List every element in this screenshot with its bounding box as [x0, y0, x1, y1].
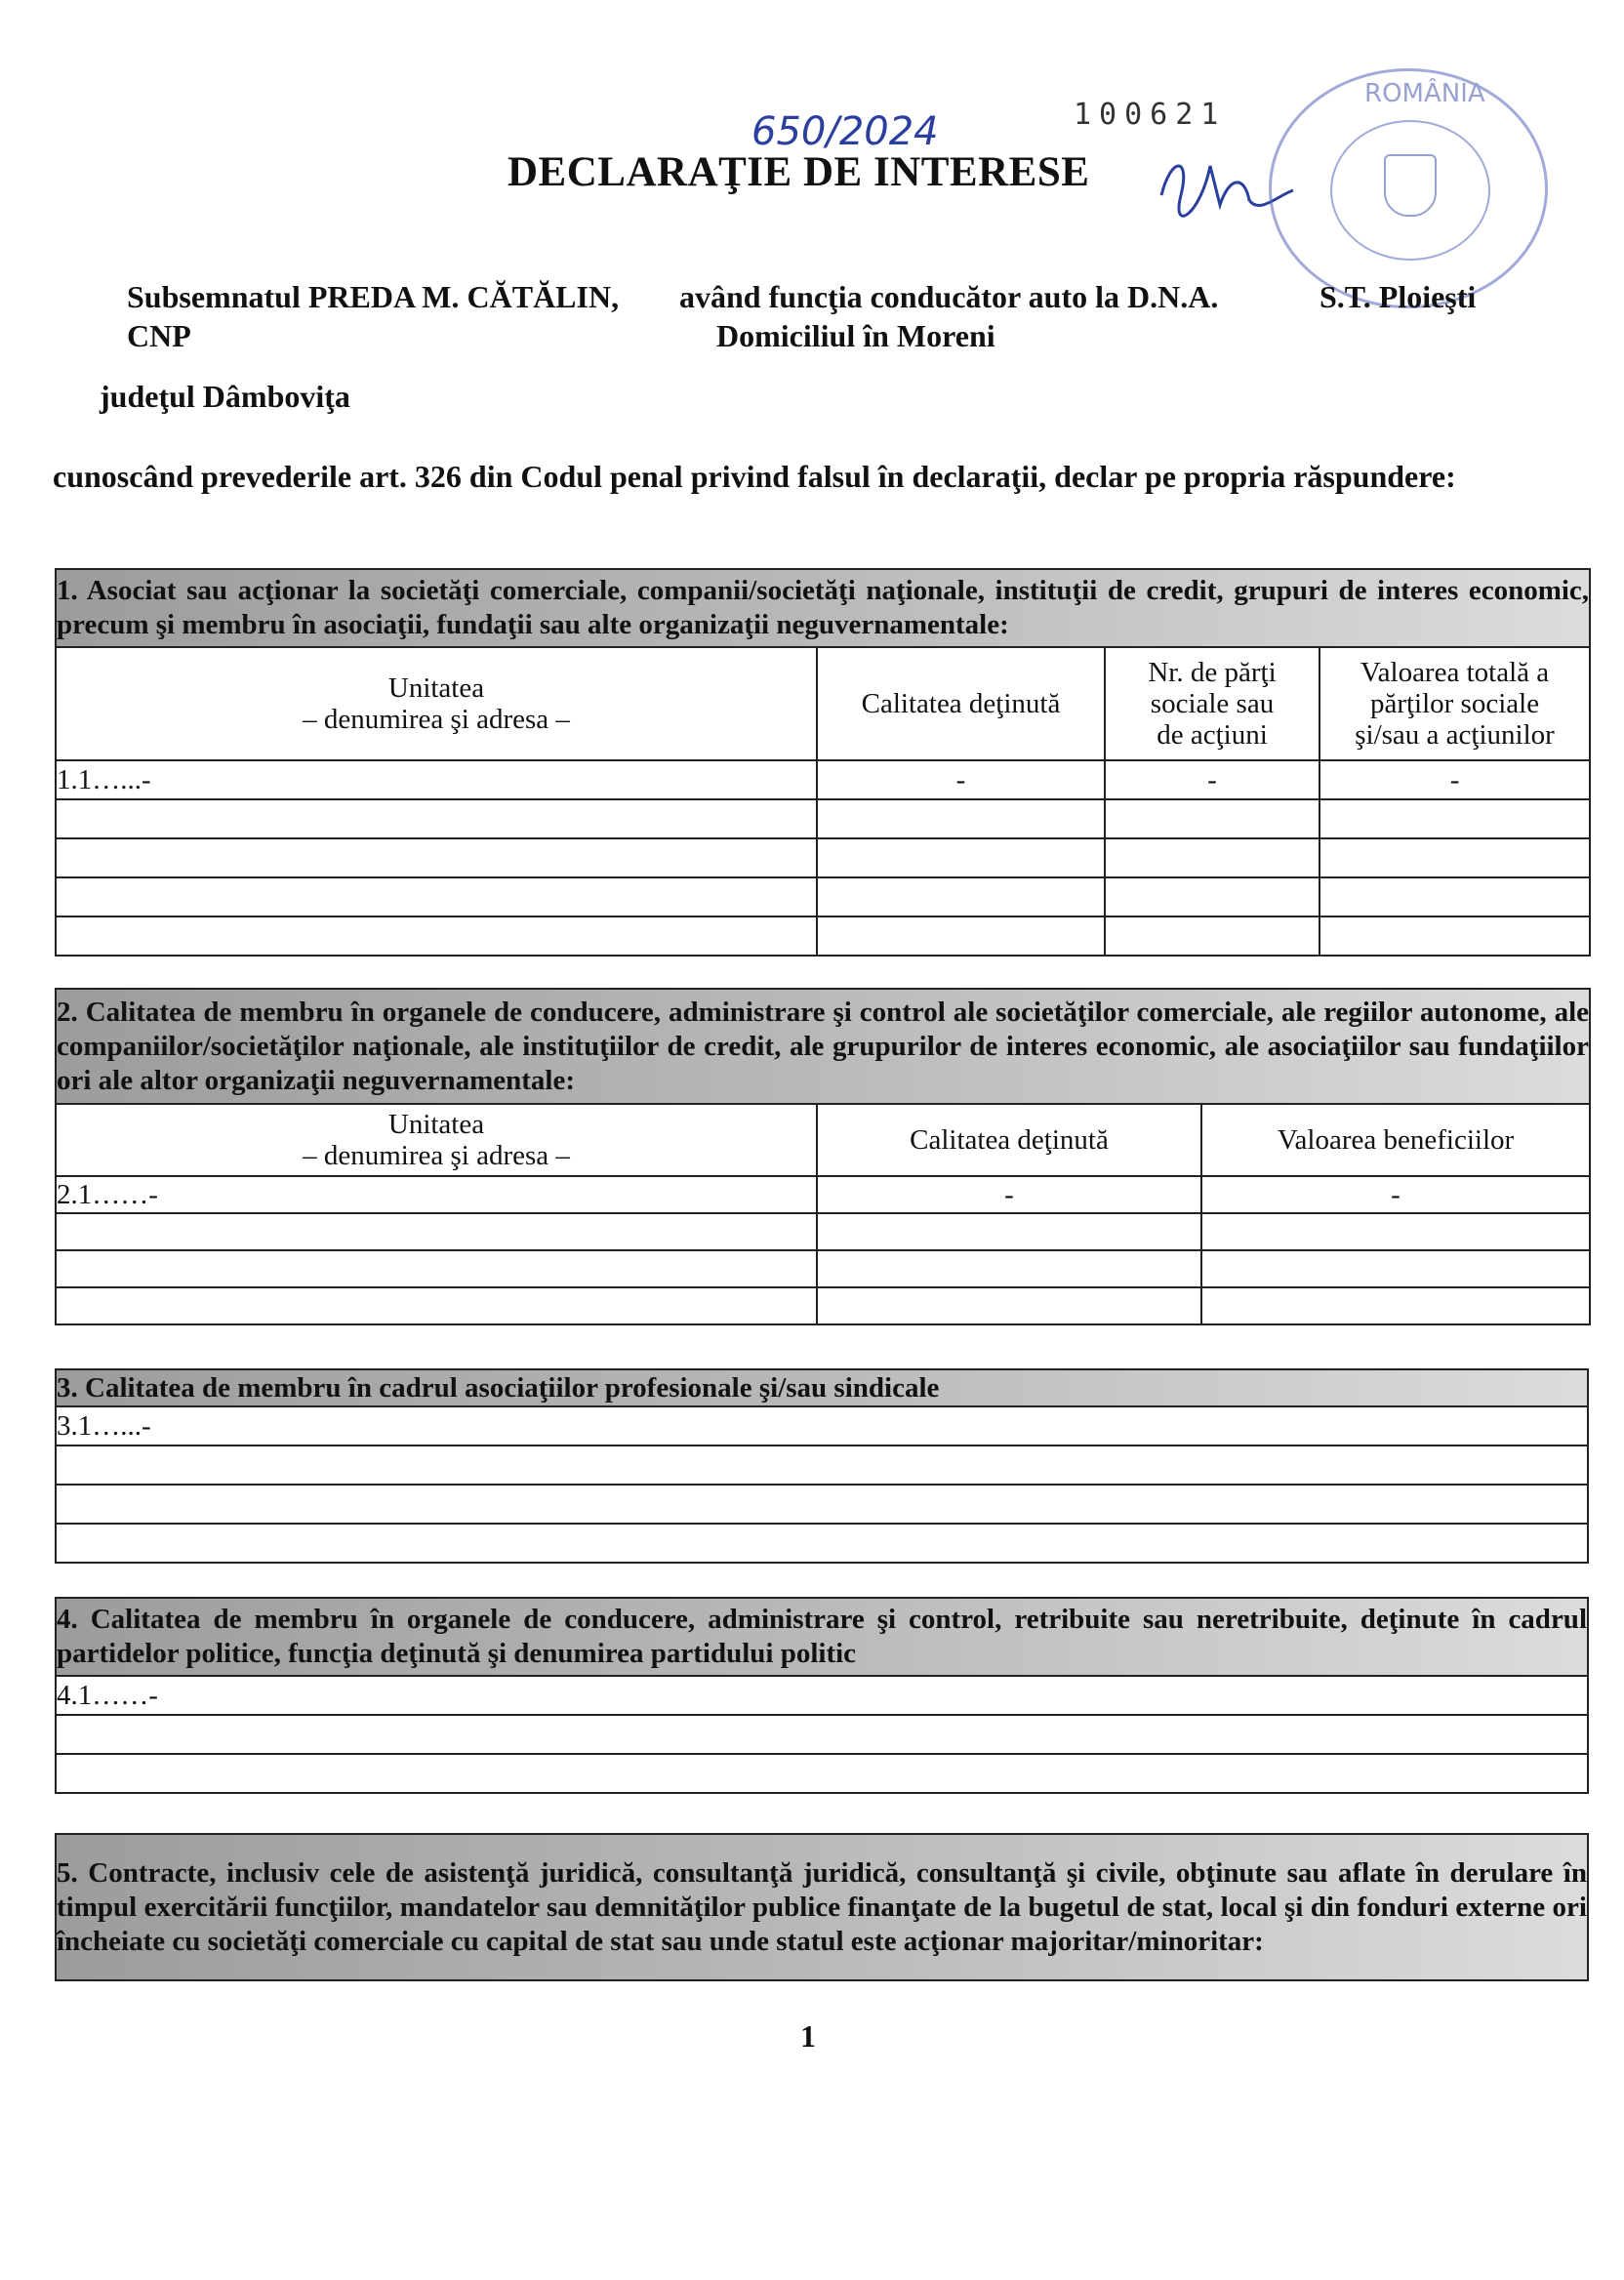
handwritten-registration-number: 650/2024: [751, 109, 939, 154]
table-row: [56, 1445, 1588, 1485]
col-unitatea-sub: – denumirea şi adresa –: [303, 1140, 570, 1171]
table-row: [56, 877, 1590, 916]
cell: 3.1…...-: [56, 1406, 1588, 1445]
cell: -: [817, 1176, 1201, 1213]
cell: 4.1……-: [56, 1676, 1588, 1715]
table-row: [56, 1524, 1588, 1563]
cell: 1.1…...-: [56, 760, 817, 799]
col-valoarea-beneficiilor: Valoarea beneficiilor: [1201, 1104, 1590, 1176]
stamp-text: ROMÂNIA: [1364, 79, 1485, 108]
section-3-title: 3. Calitatea de membru în cadrul asociaţiilor profesionale şi/sau sindicale: [56, 1369, 1588, 1406]
section-4-table: [55, 1597, 1589, 1794]
table-row: [56, 760, 1590, 799]
cell: -: [817, 760, 1105, 799]
col-unitatea-sub: – denumirea şi adresa –: [303, 704, 570, 735]
cell: -: [1320, 760, 1590, 799]
col-nr-parti: [1105, 647, 1320, 760]
table-row: [56, 1715, 1588, 1754]
cell: -: [1105, 760, 1320, 799]
section-5-title: 5. Contracte, inclusiv cele de asistenţă juridică, consultanţă juridică, consultanţă şi civile, obţinute sau aflate în derulare în timpul exercitării funcţiilor, mandatelor sau demnităţilor publice finanţate de la bugetul de stat, local şi din fonduri externe ori încheiate cu societăţi comerciale cu capital de stat sau unde statul este acţionar majoritar/minoritar:: [56, 1834, 1588, 1980]
section-1-table: [55, 568, 1591, 957]
col-unitatea-label: Unitatea: [387, 1109, 485, 1140]
domicile-text: Domiciliul în Moreni: [716, 318, 995, 353]
col-unitatea: [56, 647, 817, 760]
declarant-name: Subsemnatul PREDA M. CĂTĂLIN,: [127, 279, 620, 314]
section-2-title: 2. Calitatea de membru în organele de conducere, administrare şi control ale societăţilor comerciale, ale regiilor autonome, ale companiilor/societăţilor naţionale, ale instituţiilor de credit, ale grupurilor de interes economic, ale asociaţiilor sau fundaţiilor ori ale altor organizaţii neguvernamentale:: [56, 989, 1590, 1104]
col-unitatea: [56, 1104, 817, 1176]
section-2-table: [55, 988, 1591, 1325]
table-row: [56, 1406, 1588, 1445]
table-row: [56, 1287, 1590, 1324]
col-calitatea: Calitatea deţinută: [817, 647, 1105, 760]
cnp-label: CNP: [127, 318, 191, 353]
section-5-table: [55, 1833, 1589, 1981]
table-row: [56, 799, 1590, 838]
table-row: [56, 916, 1590, 956]
col-nr-line1: Nr. de părţi: [1148, 657, 1277, 688]
stamped-registration-number: 100621: [1074, 98, 1227, 132]
col-val-line3: şi/sau a acţiunilor: [1355, 719, 1555, 751]
function-text: având funcţia conducător auto la D.N.A.: [679, 279, 1219, 314]
cell: -: [1201, 1176, 1590, 1213]
page-number: 1: [800, 2018, 816, 2054]
county-text: judeţul Dâmboviţa: [100, 379, 350, 414]
official-stamp: [1269, 68, 1548, 308]
col-valoarea: [1320, 647, 1590, 760]
col-unitatea-label: Unitatea: [387, 672, 485, 704]
section-4-title: 4. Calitatea de membru în organele de conducere, administrare şi control, retribuite sau neretribuite, deţinute în cadrul partidelor politice, funcţia deţinută şi denumirea partidului politic: [56, 1598, 1588, 1676]
table-row: [56, 1485, 1588, 1524]
cell: 2.1……-: [56, 1176, 817, 1213]
document-title: DECLARAŢIE DE INTERESE: [508, 149, 1090, 195]
col-nr-line2: sociale sau: [1150, 688, 1275, 719]
table-row: [56, 1676, 1588, 1715]
table-row: [56, 838, 1590, 877]
col-val-line2: părţilor sociale: [1369, 688, 1540, 719]
table-row: [56, 1250, 1590, 1287]
service-location: S.T. Ploieşti: [1320, 279, 1477, 314]
table-row: [56, 1754, 1588, 1793]
legal-statement: cunoscând prevederile art. 326 din Codul penal privind falsul în declaraţii, declar pe propria răspundere:: [53, 459, 1456, 494]
col-val-line1: Valoarea totală a: [1360, 657, 1550, 688]
col-nr-line3: de acţiuni: [1157, 719, 1268, 751]
section-3-table: [55, 1368, 1589, 1564]
table-row: [56, 1176, 1590, 1213]
col-calitatea: Calitatea deţinută: [817, 1104, 1201, 1176]
coat-of-arms-icon: [1384, 154, 1437, 217]
section-1-title: 1. Asociat sau acţionar la societăţi comerciale, companii/societăţi naţionale, instituţii de credit, grupuri de interes economic, precum şi membru în asociaţii, fundaţii sau alte organizaţii neguvernamentale:: [56, 569, 1590, 647]
table-row: [56, 1213, 1590, 1250]
